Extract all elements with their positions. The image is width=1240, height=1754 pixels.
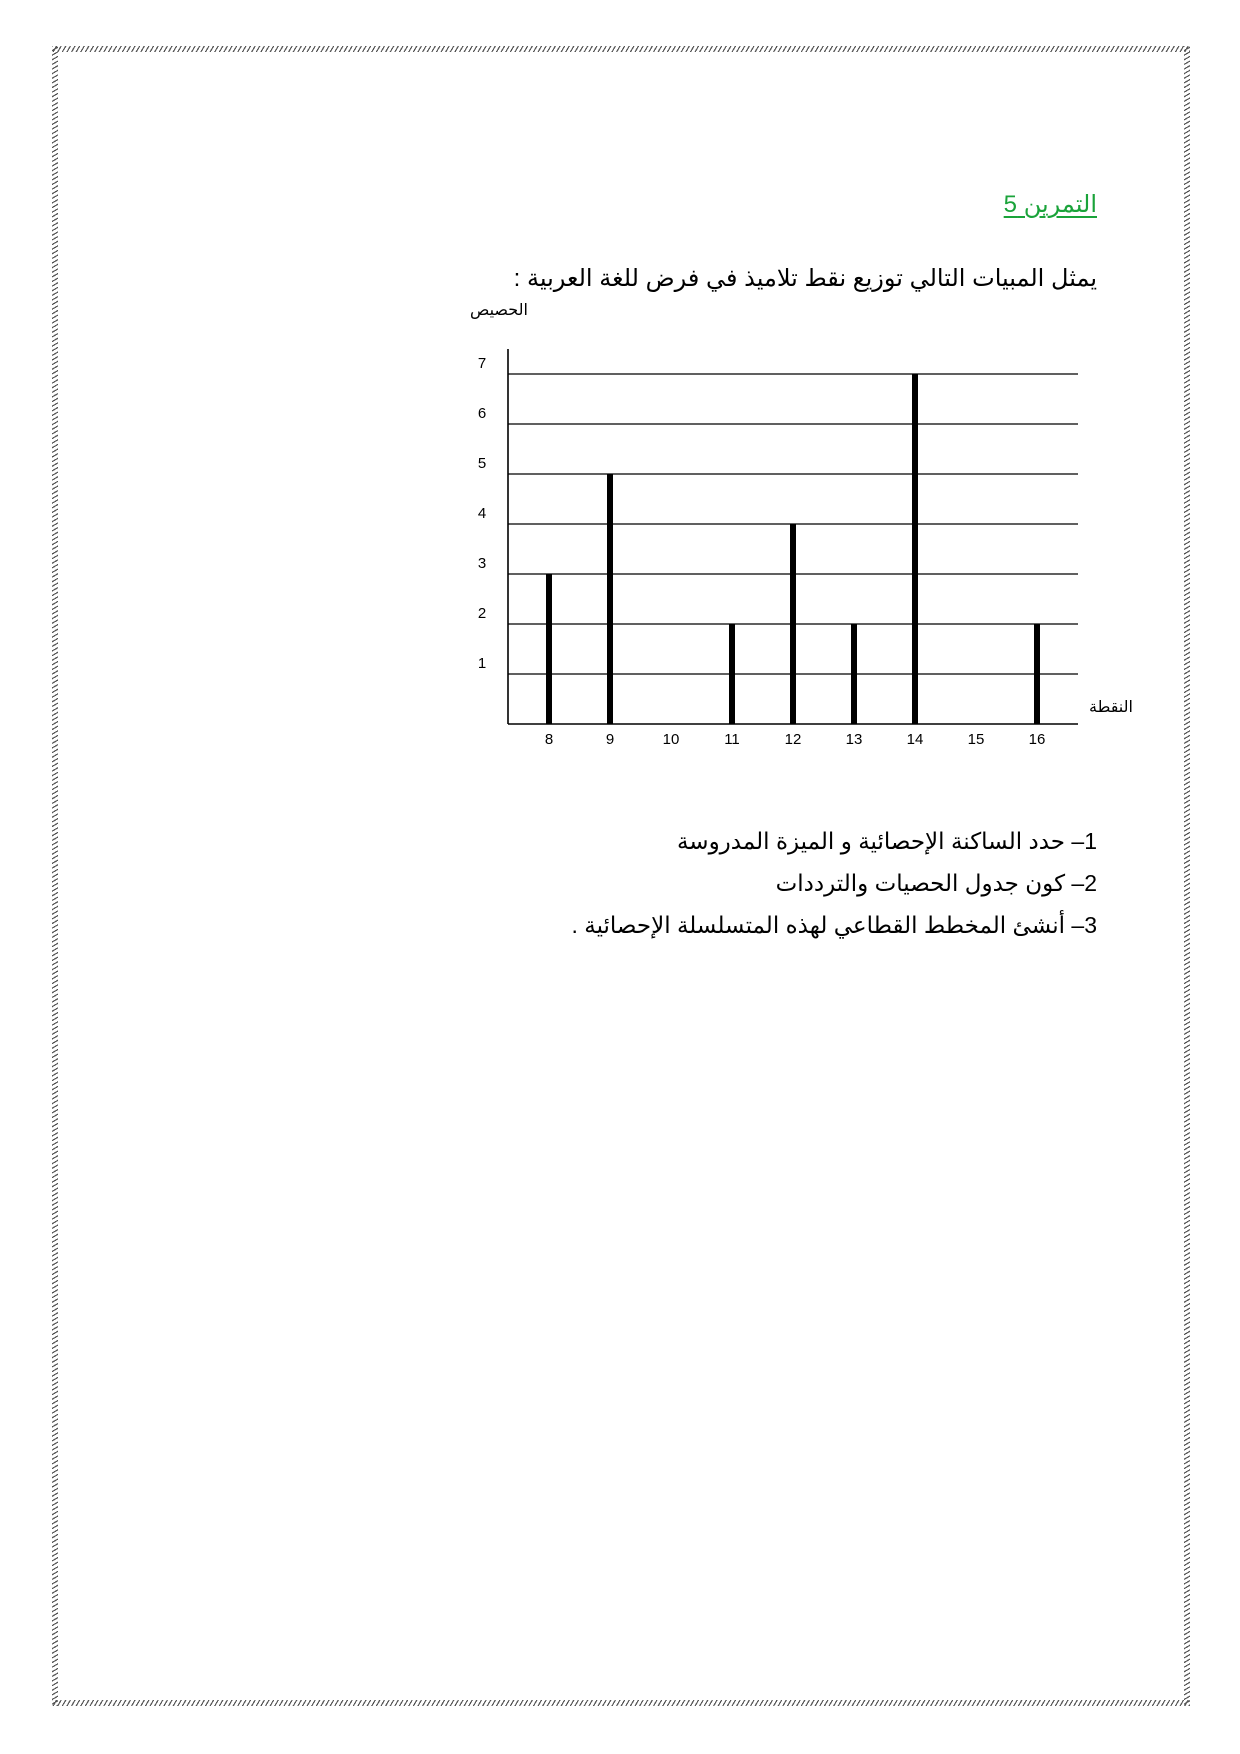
question-item: 1– حدد الساكنة الإحصائية و الميزة المدروسة — [676, 828, 1097, 854]
x-tick-label: 10 — [662, 731, 680, 748]
page-border-left — [52, 46, 58, 1706]
bar-11 — [729, 624, 735, 724]
bar-12 — [790, 524, 796, 724]
bar-16 — [1034, 624, 1040, 724]
x-tick-label: 13 — [845, 731, 863, 748]
x-tick-label: 11 — [724, 731, 740, 748]
y-tick-label: 3 — [477, 555, 487, 572]
y-tick-label: 6 — [477, 405, 487, 422]
exercise-title: التمرين 5 — [1003, 191, 1097, 218]
question-item: 2– كون جدول الحصيات والترددات — [775, 870, 1097, 896]
bar-14 — [912, 374, 918, 724]
question-list — [571, 820, 1097, 946]
x-tick-label: 14 — [906, 731, 924, 748]
exercise-intro: يمثل المبيات التالي توزيع نقط تلاميذ في فرض للغة العربية : — [513, 265, 1097, 292]
bar-13 — [851, 624, 857, 724]
y-tick-label: 4 — [477, 505, 487, 522]
page-border-top — [52, 46, 1190, 52]
bar-chart — [460, 340, 1090, 760]
page-border-bottom — [52, 1700, 1190, 1706]
x-tick-label: 12 — [784, 731, 802, 748]
x-tick-label: 16 — [1028, 731, 1046, 748]
chart-y-axis-label: الحصيص — [470, 302, 528, 319]
question-item: 3– أنشئ المخطط القطاعي لهذه المتسلسلة الإحصائية . — [571, 912, 1097, 938]
y-tick-label: 5 — [477, 455, 487, 472]
page-border-right — [1184, 46, 1190, 1706]
y-tick-label: 1 — [477, 655, 487, 672]
bar-9 — [607, 474, 613, 724]
bar-8 — [546, 574, 552, 724]
x-tick-label: 15 — [967, 731, 985, 748]
y-tick-label: 2 — [477, 605, 487, 622]
x-tick-label: 9 — [605, 731, 615, 748]
x-tick-label: 8 — [544, 731, 554, 748]
chart-x-axis-label: النقطة — [1089, 699, 1133, 716]
y-tick-label: 7 — [477, 355, 487, 372]
